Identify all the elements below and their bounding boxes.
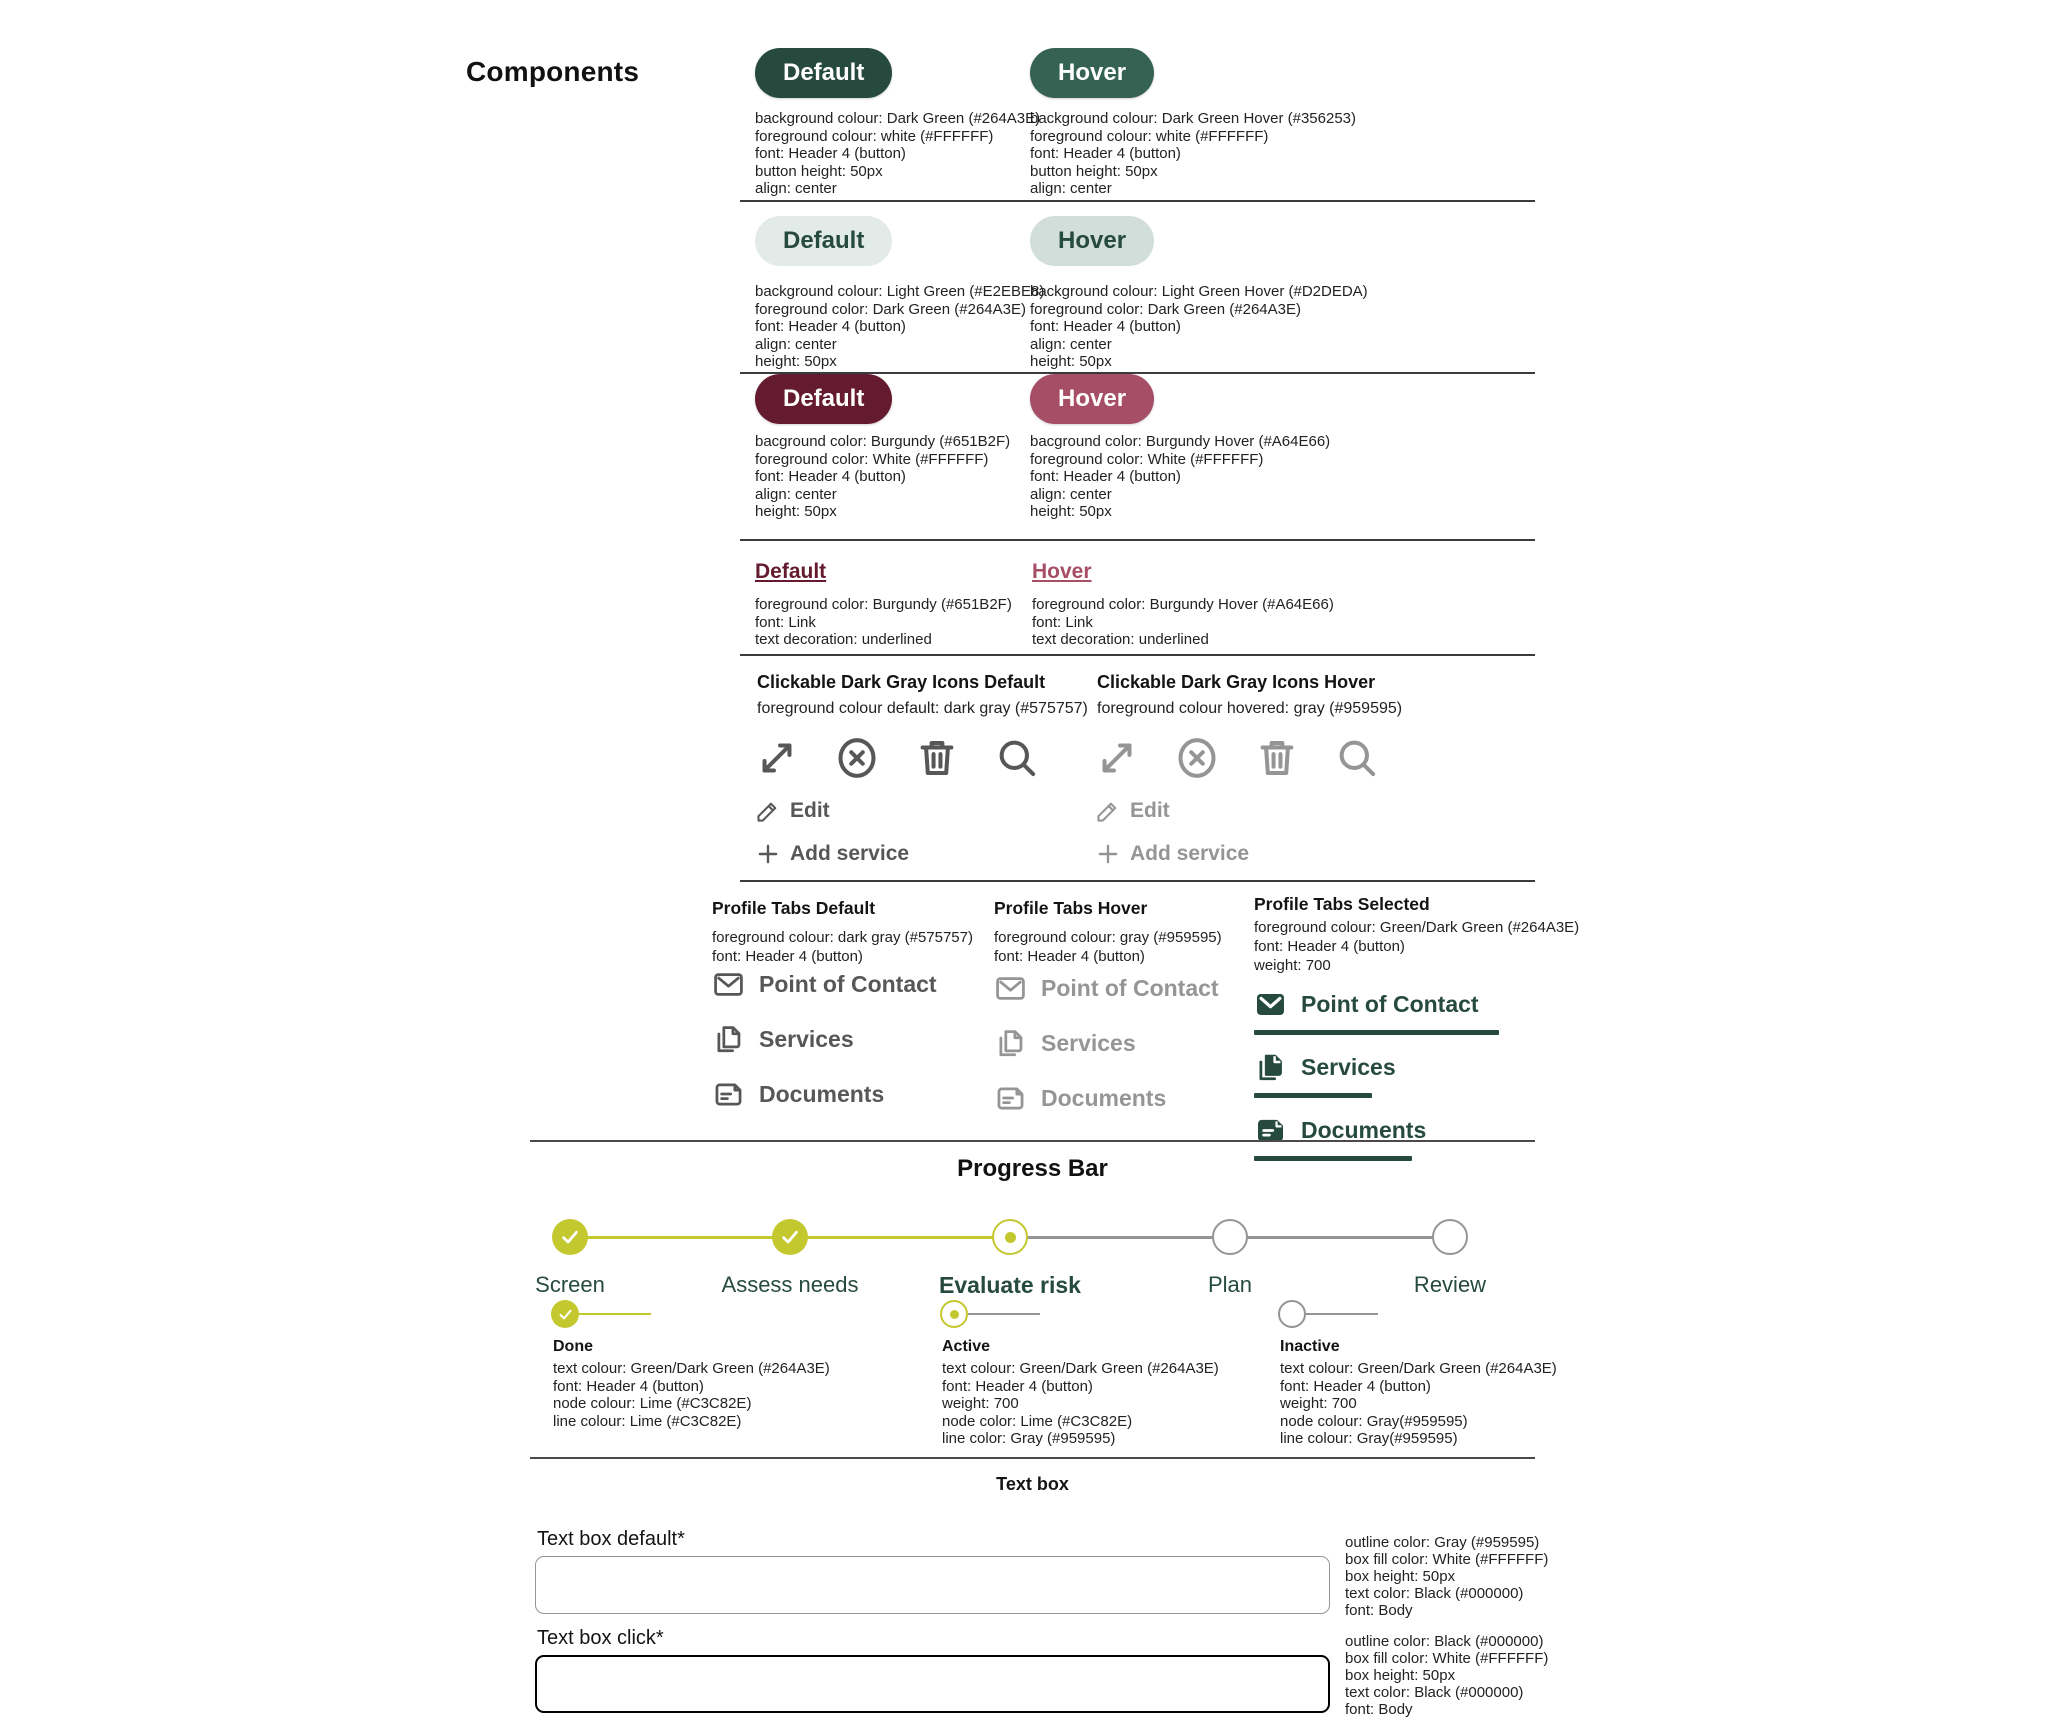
tab-documents-hover[interactable] <box>994 1082 1219 1115</box>
spec-line: button height: 50px <box>755 162 883 180</box>
link-default[interactable]: Default <box>755 560 827 583</box>
tab-label: Services <box>1301 1054 1396 1080</box>
trash-icon[interactable] <box>912 733 962 783</box>
page-title: Components <box>466 56 640 87</box>
mail-icon <box>994 972 1027 1005</box>
spec-line: button height: 50px <box>1030 162 1158 180</box>
spec-line: node colour: Lime (#C3C82E) <box>553 1395 752 1412</box>
spec-line: foreground colour: Green/Dark Green (#264A3E) <box>1254 919 1580 936</box>
spec-line: font: Header 4 (button) <box>712 948 863 965</box>
tab-services-hover[interactable] <box>994 1027 1219 1060</box>
spec-line: align: center <box>1030 485 1112 503</box>
spec-line: background colour: Dark Green Hover (#356253) <box>1030 110 1357 127</box>
legend-done-specs <box>553 1360 830 1430</box>
burgundy-default-specs <box>755 433 1010 521</box>
spec-line: font: Header 4 (button) <box>1030 468 1181 485</box>
progress-node-assess-needs <box>772 1219 808 1255</box>
inactive-line <box>1306 1313 1378 1316</box>
spec-line: node colour: Gray(#959595) <box>1280 1412 1468 1430</box>
tab-label: Point of Contact <box>1041 975 1219 1001</box>
spec-line: text decoration: underlined <box>755 631 932 648</box>
light-green-hover-button[interactable]: Hover <box>1030 216 1154 266</box>
done-node-icon <box>551 1300 579 1328</box>
tab-selected-underline <box>1254 1093 1372 1098</box>
link-default-specs <box>755 596 1012 649</box>
spec-line: line color: Gray (#959595) <box>942 1430 1116 1447</box>
spec-line: background colour: Light Green Hover (#D2DEDA) <box>1030 283 1368 300</box>
add-service-button[interactable] <box>755 841 909 867</box>
spec-line: align: center <box>755 485 837 503</box>
tab-label: Point of Contact <box>1301 991 1479 1017</box>
spec-line: foreground colour: white (#FFFFFF) <box>755 127 994 145</box>
copy-pages-icon <box>1254 1051 1287 1084</box>
link-hover[interactable]: Hover <box>1032 560 1092 583</box>
active-node-icon <box>940 1300 968 1328</box>
divider <box>740 880 1535 882</box>
text-box-click-label: Text box click* <box>537 1627 664 1649</box>
text-box-title: Text box <box>996 1474 1069 1494</box>
spec-line: foreground color: Burgundy Hover (#A64E66) <box>1032 596 1334 613</box>
spec-line: text color: Black (#000000) <box>1345 1684 1524 1701</box>
spec-line: bacground color: Burgundy (#651B2F) <box>755 433 1011 450</box>
spec-line: align: center <box>755 180 837 197</box>
progress-step-label: Evaluate risk <box>939 1272 1081 1298</box>
spec-line: background colour: Light Green (#E2EBE8) <box>755 283 1045 300</box>
legend-inactive-sample <box>1278 1300 1378 1328</box>
profile-tabs-default-specs <box>712 928 973 966</box>
document-icon <box>1254 1114 1287 1147</box>
spec-line: foreground color: Burgundy (#651B2F) <box>755 596 1012 613</box>
spec-line: text decoration: underlined <box>1032 631 1209 648</box>
tab-label: Documents <box>759 1081 885 1107</box>
spec-line: bacground color: Burgundy Hover (#A64E66) <box>1030 433 1331 450</box>
expand-icon[interactable] <box>752 733 802 783</box>
tab-point-of-contact-selected[interactable] <box>1254 988 1499 1021</box>
done-line <box>579 1313 651 1316</box>
dark-green-default-button[interactable]: Default <box>755 48 892 98</box>
close-circle-icon[interactable] <box>1172 733 1222 783</box>
spec-line: foreground color: Dark Green (#264A3E) <box>1030 300 1301 318</box>
spec-line: box height: 50px <box>1345 1568 1456 1585</box>
spec-line: font: Header 4 (button) <box>994 948 1145 965</box>
search-icon[interactable] <box>1332 733 1382 783</box>
clickable-icons-hover-title: Clickable Dark Gray Icons Hover <box>1097 672 1376 692</box>
spec-line: font: Body <box>1345 1602 1413 1619</box>
legend-done-title: Done <box>553 1338 593 1355</box>
tab-documents[interactable] <box>712 1078 937 1111</box>
add-service-label: Add service <box>790 842 910 865</box>
progress-node-evaluate-risk <box>992 1219 1028 1255</box>
spec-line: height: 50px <box>1030 503 1112 520</box>
spec-line: foreground color: Dark Green (#264A3E) <box>755 300 1026 318</box>
profile-tabs-default-title: Profile Tabs Default <box>712 898 876 918</box>
light-green-default-button[interactable]: Default <box>755 216 892 266</box>
spec-line: background colour: Dark Green (#264A3E) <box>755 110 1041 127</box>
add-service-button-hover[interactable] <box>1095 841 1249 867</box>
profile-tabs-selected-title: Profile Tabs Selected <box>1254 894 1430 914</box>
spec-line: box fill color: White (#FFFFFF) <box>1345 1551 1549 1568</box>
spec-line: line colour: Gray(#959595) <box>1280 1430 1458 1447</box>
spec-line: font: Link <box>755 613 816 631</box>
legend-active-sample <box>940 1300 1040 1328</box>
edit-button-hover[interactable] <box>1095 798 1170 824</box>
inactive-node-icon <box>1278 1300 1306 1328</box>
spec-line: font: Header 4 (button) <box>942 1377 1093 1395</box>
copy-pages-icon <box>712 1023 745 1056</box>
text-box-default-specs <box>1345 1534 1548 1619</box>
tab-services[interactable] <box>712 1023 937 1056</box>
tab-services-selected[interactable] <box>1254 1051 1499 1084</box>
tab-label: Services <box>759 1026 854 1052</box>
spec-line: font: Header 4 (button) <box>755 318 906 335</box>
spec-line: font: Body <box>1345 1701 1413 1718</box>
tab-label: Documents <box>1041 1085 1167 1111</box>
spec-line: height: 50px <box>755 503 837 520</box>
link-hover-specs <box>1032 596 1334 649</box>
progress-step-label: Assess needs <box>721 1272 859 1297</box>
expand-icon[interactable] <box>1092 733 1142 783</box>
spec-line: foreground color: White (#FFFFFF) <box>755 450 989 468</box>
spec-line: height: 50px <box>755 353 837 370</box>
plus-icon <box>755 841 781 867</box>
text-box-default-label: Text box default* <box>537 1528 685 1550</box>
clickable-icons-hover-subtitle: foreground colour hovered: gray (#959595) <box>1097 700 1403 717</box>
spec-line: align: center <box>1030 180 1112 197</box>
text-box-default-input[interactable] <box>535 1556 1330 1614</box>
progress-bar-title: Progress Bar <box>957 1155 1108 1182</box>
spec-line: foreground colour: dark gray (#575757) <box>712 929 973 946</box>
spec-line: font: Header 4 (button) <box>1030 318 1181 335</box>
spec-line: text colour: Green/Dark Green (#264A3E) <box>1280 1360 1557 1377</box>
text-box-click-specs <box>1345 1633 1548 1718</box>
legend-inactive-title: Inactive <box>1280 1338 1340 1355</box>
progress-node-review <box>1432 1219 1468 1255</box>
spec-line: font: Header 4 (button) <box>553 1377 704 1395</box>
spec-line: foreground color: White (#FFFFFF) <box>1030 450 1264 468</box>
spec-line: align: center <box>1030 335 1112 353</box>
divider <box>740 654 1535 656</box>
light-green-hover-specs <box>1030 283 1368 371</box>
tab-label: Documents <box>1301 1117 1427 1143</box>
legend-done-sample <box>551 1300 651 1328</box>
spec-line: font: Header 4 (button) <box>755 468 906 485</box>
legend-active-title: Active <box>942 1338 991 1355</box>
legend-active-specs <box>942 1360 1219 1448</box>
clickable-icons-default-title: Clickable Dark Gray Icons Default <box>757 672 1046 692</box>
tab-point-of-contact-hover[interactable] <box>994 972 1219 1005</box>
spec-line: node color: Lime (#C3C82E) <box>942 1412 1133 1430</box>
document-icon <box>994 1082 1027 1115</box>
copy-pages-icon <box>994 1027 1027 1060</box>
spec-line: weight: 700 <box>1254 957 1331 974</box>
spec-line: align: center <box>755 335 837 353</box>
progress-node-screen <box>552 1219 588 1255</box>
spec-line: foreground colour: white (#FFFFFF) <box>1030 127 1269 145</box>
spec-line: text color: Black (#000000) <box>1345 1585 1524 1602</box>
spec-line: outline color: Gray (#959595) <box>1345 1534 1540 1551</box>
dark-green-default-specs <box>755 110 1040 198</box>
tab-label: Services <box>1041 1030 1136 1056</box>
spec-line: weight: 700 <box>942 1395 1019 1412</box>
spec-line: font: Header 4 (button) <box>1280 1377 1431 1395</box>
active-line <box>968 1313 1040 1316</box>
divider <box>740 539 1535 541</box>
spec-line: text colour: Green/Dark Green (#264A3E) <box>942 1360 1219 1377</box>
clickable-icons-default-subtitle: foreground colour default: dark gray (#575757) <box>757 700 1088 717</box>
divider <box>740 200 1535 202</box>
spec-line: weight: 700 <box>1280 1395 1357 1412</box>
mail-icon <box>1254 988 1287 1021</box>
spec-line: box fill color: White (#FFFFFF) <box>1345 1650 1549 1667</box>
tab-documents-selected[interactable] <box>1254 1114 1499 1147</box>
spec-line: height: 50px <box>1030 353 1112 370</box>
spec-line: font: Header 4 (button) <box>1030 145 1181 162</box>
spec-line: font: Header 4 (button) <box>755 145 906 162</box>
close-circle-icon[interactable] <box>832 733 882 783</box>
section-divider <box>530 1140 1535 1142</box>
spec-line: font: Header 4 (button) <box>1254 938 1405 955</box>
dark-green-hover-specs <box>1030 110 1356 198</box>
tab-label: Point of Contact <box>759 971 937 997</box>
burgundy-hover-specs <box>1030 433 1330 521</box>
document-icon <box>712 1078 745 1111</box>
profile-tabs-selected-specs <box>1254 918 1579 975</box>
add-service-label: Add service <box>1130 842 1250 865</box>
text-box-click-input[interactable] <box>535 1655 1330 1713</box>
spec-line: outline color: Black (#000000) <box>1345 1633 1544 1650</box>
edit-label: Edit <box>790 799 830 822</box>
profile-tabs-hover-title: Profile Tabs Hover <box>994 898 1148 918</box>
progress-step-label: Plan <box>1207 1272 1253 1297</box>
spec-line: line colour: Lime (#C3C82E) <box>553 1412 742 1430</box>
spec-line: box height: 50px <box>1345 1667 1456 1684</box>
progress-step-label: Screen <box>535 1272 605 1297</box>
mail-icon <box>712 968 745 1001</box>
edit-label: Edit <box>1130 799 1170 822</box>
legend-inactive-specs <box>1280 1360 1557 1448</box>
burgundy-default-button[interactable]: Default <box>755 374 892 424</box>
light-green-default-specs <box>755 283 1044 371</box>
spec-line: font: Link <box>1032 613 1093 631</box>
edit-button[interactable] <box>755 798 830 824</box>
plus-icon <box>1095 841 1121 867</box>
pencil-icon <box>755 798 781 824</box>
spec-line: text colour: Green/Dark Green (#264A3E) <box>553 1360 830 1377</box>
tab-point-of-contact[interactable] <box>712 968 937 1001</box>
progress-step-label: Review <box>1413 1272 1487 1297</box>
dark-green-hover-button[interactable]: Hover <box>1030 48 1154 98</box>
trash-icon[interactable] <box>1252 733 1302 783</box>
tab-selected-underline <box>1254 1030 1499 1035</box>
search-icon[interactable] <box>992 733 1042 783</box>
spec-line: foreground colour: gray (#959595) <box>994 929 1222 946</box>
profile-tabs-hover-specs <box>994 928 1222 966</box>
section-divider <box>530 1457 1535 1459</box>
pencil-icon <box>1095 798 1121 824</box>
burgundy-hover-button[interactable]: Hover <box>1030 374 1154 424</box>
progress-node-plan <box>1212 1219 1248 1255</box>
progress-bar <box>530 1219 1535 1259</box>
